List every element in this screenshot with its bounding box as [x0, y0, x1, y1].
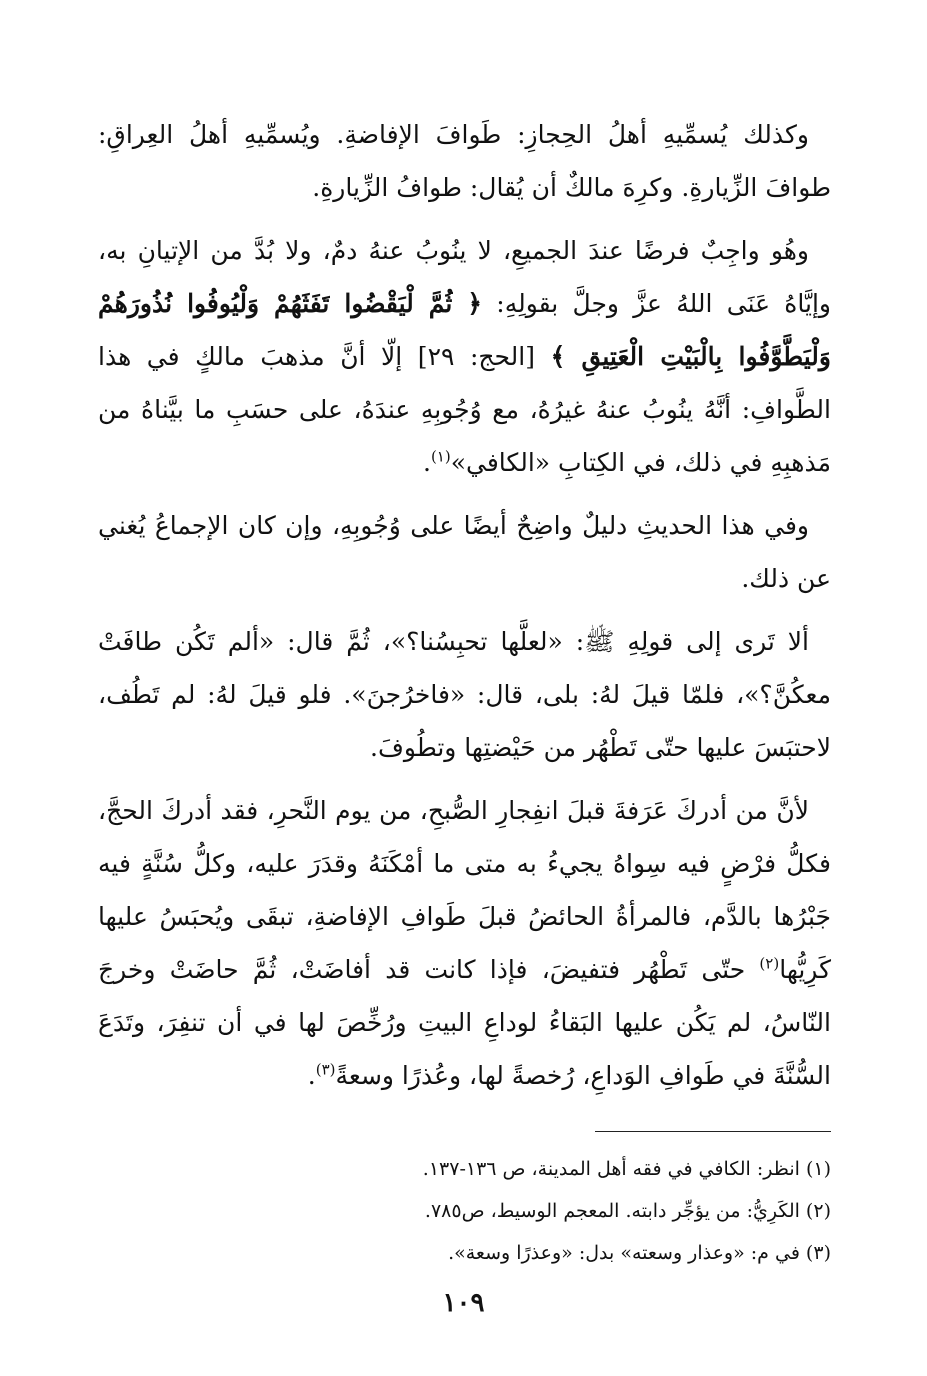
- paragraph-text: ألا تَرى إلى قولِهِ ﷺ: «لعلَّها تحبِسُنا؟»، ثُمَّ قال: «ألم تَكُن طافَتْ معكُنَّ؟»، فلمّا قيلَ لهُ: بلى، قال: «فاخرُجنَ». فلو قيلَ لهُ: لم تَطُف، لاحتبَسَ عليها حتّى تَطْهُر من حَيْضتِها وتطُوفَ.: [98, 627, 831, 762]
- paragraph-text: [الحج: ٢٩] إلّا أنَّ مذهبَ مالكٍ في هذا الطَّوافِ: أنَّهُ ينُوبُ عنهُ غيرُهُ، مع وُجُوبِهِ عندَهُ، على حسَبِ ما بيَّناهُ من مَذهبِهِ في ذلك، في الكِتابِ «الكافي»: [98, 342, 831, 477]
- footnote-separator: [595, 1131, 831, 1132]
- paragraph-3: [98, 499, 831, 605]
- paragraph-2: [98, 224, 831, 489]
- main-text: [98, 108, 831, 1112]
- paragraph-text: .: [422, 448, 431, 477]
- footnotes: [98, 1148, 831, 1274]
- paragraph-text: لأنَّ من أدركَ عَرَفةَ قبلَ انفِجارِ الصُّبحِ، من يوم النَّحرِ، فقد أدركَ الحجَّ، فكلُّ فرْضٍ فيه سِواهُ يجيءُ به متى ما أمْكَنَهُ وقدَرَ عليه، وكلُّ سُنَّةٍ فيه جَبْرُها بالدَّم، فالمرأةُ الحائضُ قبلَ طَوافِ الإفاضةِ، تبقَى ويُحبَسُ عليها كَرِيُّها: [98, 796, 831, 984]
- paragraph-text: وكذلك يُسمِّيهِ أهلُ الحِجازِ: طَوافَ الإفاضةِ. ويُسمِّيهِ أهلُ العِراقِ: طوافَ الزِّيارةِ. وكرِهَ مالكٌ أن يُقال: طوافُ الزِّيارةِ.: [98, 120, 831, 202]
- footnote-2: (٢) الكَرِيُّ: من يؤجِّر دابته. المعجم الوسيط، ص٧٨٥.: [424, 1200, 831, 1222]
- footnote-3: (٣) في م: «وعذار وسعته» بدل: «وعذرًا وسعة».: [448, 1242, 831, 1264]
- paragraph-1: [98, 108, 831, 214]
- footnote-reference[interactable]: (٣): [315, 1060, 336, 1079]
- paragraph-text: وفي هذا الحديثِ دليلٌ واضِحٌ أيضًا على وُجُوبِهِ، وإن كان الإجماعُ يُغني عن ذلك.: [98, 511, 831, 593]
- paragraph-5: [98, 784, 831, 1102]
- paragraph-4: [98, 615, 831, 774]
- page-number: ١٠٩: [442, 1288, 485, 1318]
- footnote-reference[interactable]: (٢): [759, 954, 780, 973]
- paragraph-text: وهُو واجِبٌ فرضًا عندَ الجميعِ، لا ينُوبُ عنهُ دمٌ، ولا بُدَّ من الإتيانِ به، وإيَّاهُ عَنَى اللهُ عزَّ وجلَّ بقولِهِ:: [98, 236, 831, 318]
- quran-verse: ﴿ ثُمَّ لْيَقْضُوا تَفَثَهُمْ وَلْيُوفُوا نُذُورَهُمْ وَلْيَطَّوَّفُوا بِالْبَيْتِ الْعَتِيقِ ﴾: [98, 289, 831, 371]
- paragraph-text: حتّى تَطْهُر فتفيضَ، فإذا كانت قد أفاضَتْ، ثُمَّ حاضَتْ وخرجَ النّاسُ، لم يَكُن عليها البَقاءُ لوداعِ البيتِ ورُخِّصَ لها في أن تنفِرَ، وتَدَعَ السُّنَّةَ في طَوافِ الوَداعِ، رُخصةً لها، وعُذرًا وسعةً: [98, 955, 831, 1090]
- footnote-reference[interactable]: (١): [430, 447, 451, 466]
- footnote-1: (١) انظر: الكافي في فقه أهل المدينة، ص ١٣٦-١٣٧.: [422, 1158, 831, 1180]
- paragraph-text: .: [307, 1061, 316, 1090]
